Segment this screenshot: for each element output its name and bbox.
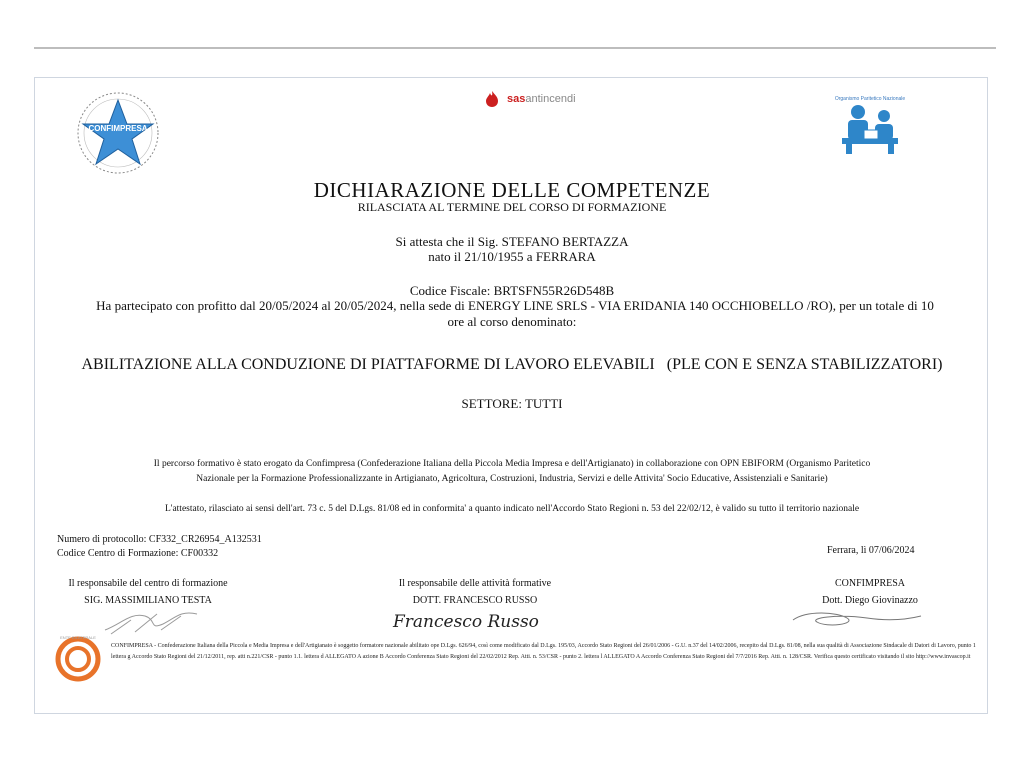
- signature-left-label: Il responsabile del centro di formazione: [68, 578, 228, 589]
- signature-middle-name: DOTT. FRANCESCO RUSSO: [412, 595, 538, 606]
- participation-text: Ha partecipato con profitto dal 20/05/2024 al 20/05/2024, nella sede di ENERGY LINE SRLS - VIA ERIDANIA 140 OCCHIOBELLO /RO), per un totale di 10: [96, 298, 934, 313]
- opn-ebiform-logo: [825, 96, 915, 164]
- svg-text:ENTE BILATERALE: ENTE BILATERALE: [60, 635, 96, 640]
- opn-caption: Organismo Paritetico Nazionale: [834, 96, 906, 102]
- signature-middle-label: Il responsabile delle attività formative: [398, 578, 552, 589]
- signature-right-name: Dott. Diego Giovinazzo: [822, 595, 918, 606]
- certificate-subtitle: RILASCIATA AL TERMINE DEL CORSO DI FORMAZIONE: [357, 200, 667, 214]
- certificate-title: DICHIARAZIONE DELLE COMPETENZE: [313, 178, 711, 202]
- sas-wordmark: sasantincendi: [507, 93, 576, 105]
- course-intro: ore al corso denominato:: [447, 314, 577, 329]
- attestato-validity: L'attestato, rilasciato ai sensi dell'art. 73 c. 5 del D.Lgs. 81/08 ed in conformita' a quanto indicato nell'Accordo Stato Regioni n. 53 del 22/02/12, è valido su tutto il territorio nazionale: [164, 504, 860, 514]
- training-center-code: Codice Centro di Formazione: CF00332: [57, 548, 219, 559]
- top-divider: [34, 47, 996, 49]
- protocol-number: Numero di protocollo: CF332_CR26954_A132531: [57, 534, 262, 545]
- codice-fiscale: Codice Fiscale: BRTSFN55R26D548B: [409, 283, 615, 298]
- footer-legal-text: CONFIMPRESA - Confederazione Italiana della Piccola e Media Impresa e dell'Artigianato è soggetto formatore nazionale abilitato ope D.Lgs. 626/94, così come modificato dal D.Lgs. 195/03, Accordo Stato Regioni del 26/01/2006 - G.U. n.37 del 14/02/2006, recepito dal D.Lgs. 81/08, nella sua qualità di Associazione Sindacale di Datori di Lavoro, punto 1 lettera g Accordo Stato Regioni del 21/12/2011, rep. atti n.221/CSR - punto 1.1. lettera d ALLEGATO A azione B Accordo Conferenza Stato Regioni del 22/02/2012 Rep. Atti. n. 53/CSR - punto 2. lettera l ALLEGATO A Accordo Conferenza Stato Regioni del 7/7/2016 Rep. Atti. n. 128/CSR. Verifica questo certificato visitando il sito http://www.invascop.it: [111, 643, 976, 660]
- seal-text: CONFIMPRESA: [88, 124, 148, 133]
- svg-text:Francesco Russo: Francesco Russo: [393, 612, 539, 632]
- percorso-text-line2: Nazionale per la Formazione Professionalizzante in Artigianato, Agricoltura, Costruzioni, Industria, Servizi e delle Attivita' Socio Educative, Assistenziali e Sanitarie): [196, 474, 828, 484]
- people-icon: [838, 102, 902, 156]
- flame-icon: [483, 90, 501, 108]
- sas-antincendi-logo: [483, 88, 576, 110]
- ente-bilaterale-logo: [53, 634, 103, 684]
- attestation-name: Si attesta che il Sig. STEFANO BERTAZZA: [395, 234, 629, 249]
- signature-left-name: SIG. MASSIMILIANO TESTA: [84, 595, 212, 606]
- place-date: Ferrara, lì 07/06/2024: [827, 545, 915, 556]
- course-settore: SETTORE: TUTTI: [461, 396, 563, 411]
- signature-left-scribble: [101, 604, 211, 641]
- attestation-birth: nato il 21/10/1955 a FERRARA: [428, 249, 596, 264]
- signature-middle-handwritten: [391, 608, 561, 639]
- signature-right-scribble: [787, 608, 927, 635]
- signature-right-label: CONFIMPRESA: [834, 578, 906, 589]
- percorso-text-line1: Il percorso formativo è stato erogato da Confimpresa (Confederazione Italiana della Piccola Media Impresa e dell'Artigianato) in collaborazione con OPN EBIFORM (Organismo Paritetico: [153, 459, 871, 469]
- certificate: [34, 77, 988, 714]
- course-name: ABILITAZIONE ALLA CONDUZIONE DI PIATTAFORME DI LAVORO ELEVABILI (PLE CON E SENZA STABILIZZATORI): [81, 356, 943, 373]
- confimpresa-seal-logo: [75, 90, 161, 176]
